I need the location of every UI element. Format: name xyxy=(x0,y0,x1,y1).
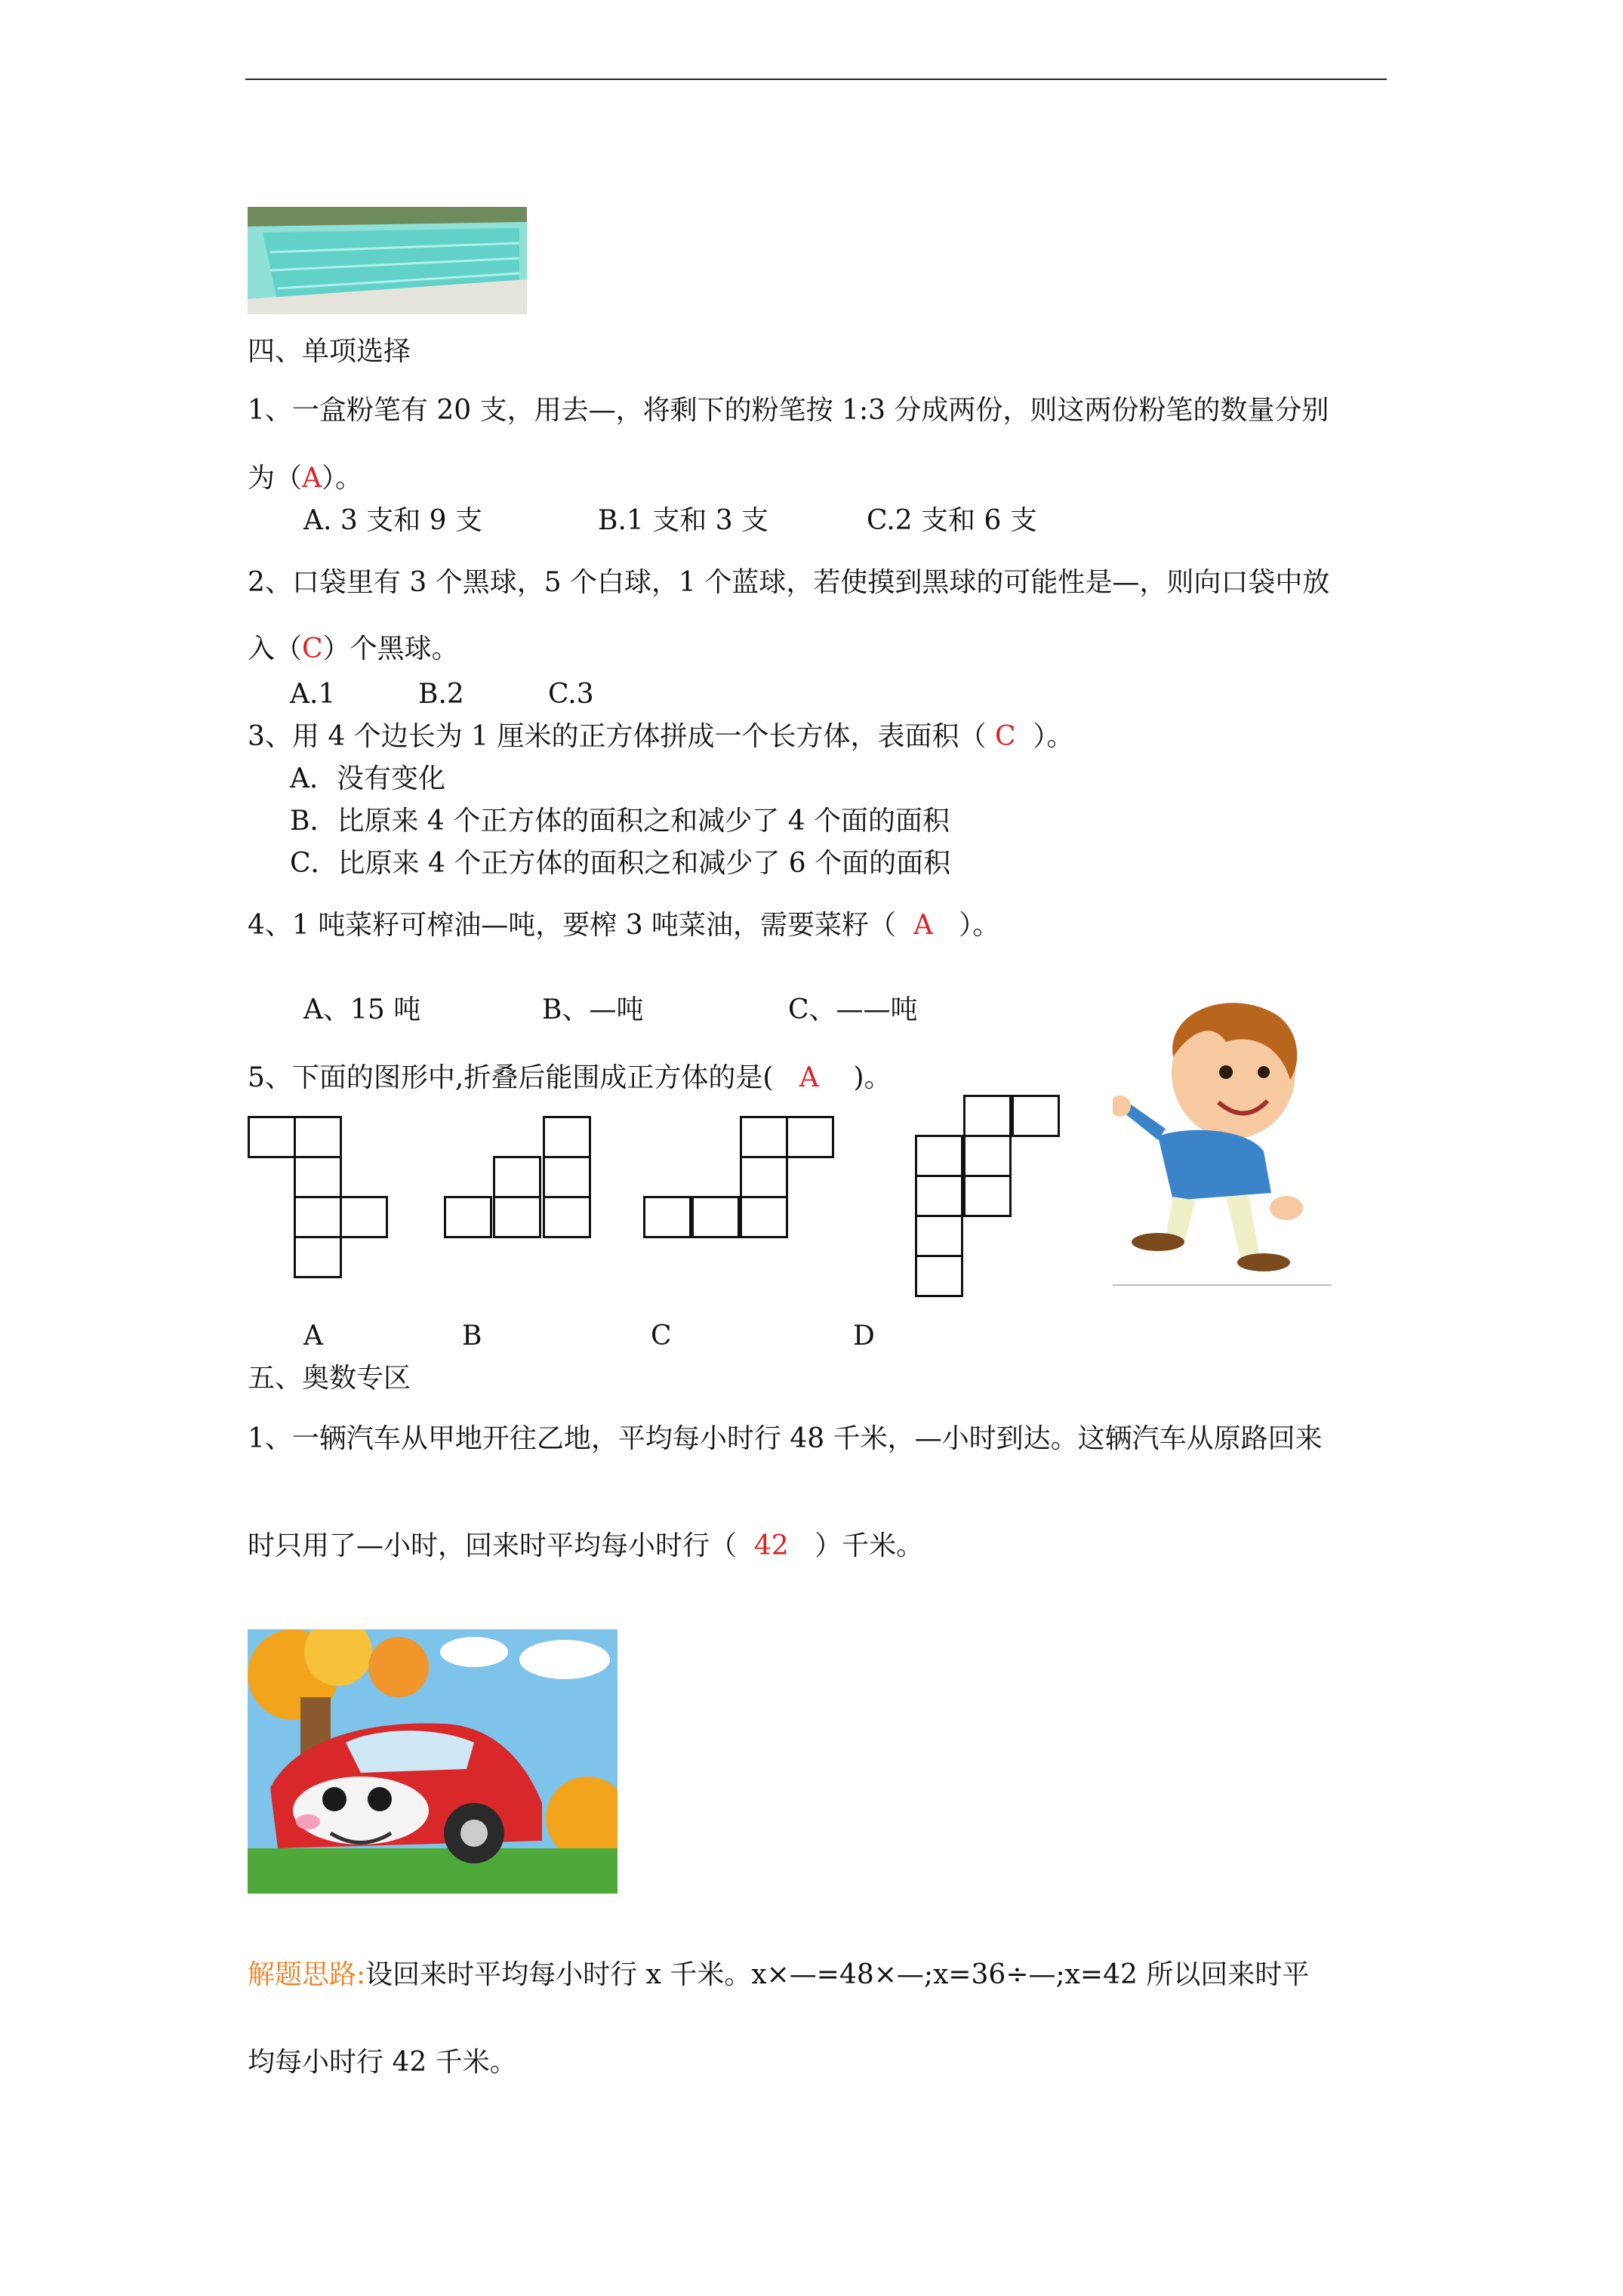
s5-q1-line1: 1、一辆汽车从甲地开往乙地，平均每小时行 48 千米，—小时到达。这辆汽车从原路回来 xyxy=(248,1423,1323,1454)
s5-q1-suffix: ）千米。 xyxy=(815,1530,924,1561)
q4-answer: A xyxy=(913,910,933,941)
q4-option-b: B、—吨 xyxy=(542,994,644,1025)
q4-prefix: 4、1 吨菜籽可榨油—吨，要榨 3 吨菜油，需要菜籽（ xyxy=(248,910,897,941)
q3-line1 xyxy=(248,720,1073,754)
q1-option-a: A. 3 支和 9 支 xyxy=(303,505,483,536)
section5-title: 五、奥数专区 xyxy=(248,1363,411,1394)
q4-suffix: ）。 xyxy=(959,910,1000,941)
q2-option-c: C.3 xyxy=(548,679,594,710)
q1-option-b: B.1 支和 3 支 xyxy=(598,505,769,536)
q2-answer: C xyxy=(302,633,323,664)
q3-answer: C xyxy=(994,721,1016,752)
q4-option-c: C、——吨 xyxy=(788,994,918,1025)
q1-prefix: 为（ xyxy=(248,463,303,494)
solution-label: 解题思路: xyxy=(248,1959,366,1990)
q3-option-a: A．没有变化 xyxy=(290,763,445,794)
s5-q1-prefix: 时只用了—小时，回来时平均每小时行（ xyxy=(248,1530,738,1561)
q2-prefix: 入（ xyxy=(248,633,303,664)
q3-prefix: 3、用 4 个边长为 1 厘米的正方体拼成一个长方体，表面积（ xyxy=(248,721,987,752)
q3-suffix: ）。 xyxy=(1033,721,1074,752)
q1-line2 xyxy=(248,462,362,495)
q3-option-b: B．比原来 4 个正方体的面积之和减少了 4 个面的面积 xyxy=(290,806,950,837)
q2-line1: 2、口袋里有 3 个黑球，5 个白球，1 个蓝球，若使摸到黑球的可能性是—，则向口袋中放 xyxy=(248,567,1330,598)
q1-option-c: C.2 支和 6 支 xyxy=(867,505,1037,536)
solution-text: 设回来时平均每小时行 x 千米。x×—=48×—;x=36÷—;x=42 所以回来时平 xyxy=(365,1959,1310,1990)
q1-suffix: ）。 xyxy=(322,463,363,494)
q5-answer: A xyxy=(799,1062,819,1093)
solution-line1 xyxy=(248,1959,1309,1992)
q2-line2 xyxy=(248,633,459,666)
header-rule xyxy=(245,79,1387,80)
q3-option-c: C．比原来 4 个正方体的面积之和减少了 6 个面的面积 xyxy=(290,848,951,879)
net-label-a: A xyxy=(303,1321,323,1351)
q4-line1 xyxy=(248,909,999,942)
q1-line1: 1、一盒粉笔有 20 支，用去—，将剩下的粉笔按 1:3 分成两份，则这两份粉笔的数量分别 xyxy=(248,395,1329,426)
net-label-d: D xyxy=(853,1321,875,1351)
boy-cartoon xyxy=(1113,989,1332,1291)
q5-line1 xyxy=(248,1062,892,1095)
q1-answer: A xyxy=(302,463,322,494)
s5-q1-line2 xyxy=(248,1530,923,1563)
q5-suffix: )。 xyxy=(853,1062,892,1093)
s5-q1-answer: 42 xyxy=(753,1530,789,1561)
q4-option-a: A、15 吨 xyxy=(303,994,421,1025)
section4-title: 四、单项选择 xyxy=(248,336,411,367)
net-label-c: C xyxy=(651,1321,672,1351)
pool-photo xyxy=(248,207,527,314)
q2-suffix: ）个黑球。 xyxy=(322,633,459,664)
q5-prefix: 5、下面的图形中,折叠后能围成正方体的是( xyxy=(248,1062,774,1093)
q2-option-b: B.2 xyxy=(418,679,464,710)
net-label-b: B xyxy=(462,1321,482,1351)
q2-option-a: A.1 xyxy=(290,679,336,710)
solution-line2: 均每小时行 42 千米。 xyxy=(248,2047,517,2078)
car-cartoon xyxy=(248,1629,617,1894)
